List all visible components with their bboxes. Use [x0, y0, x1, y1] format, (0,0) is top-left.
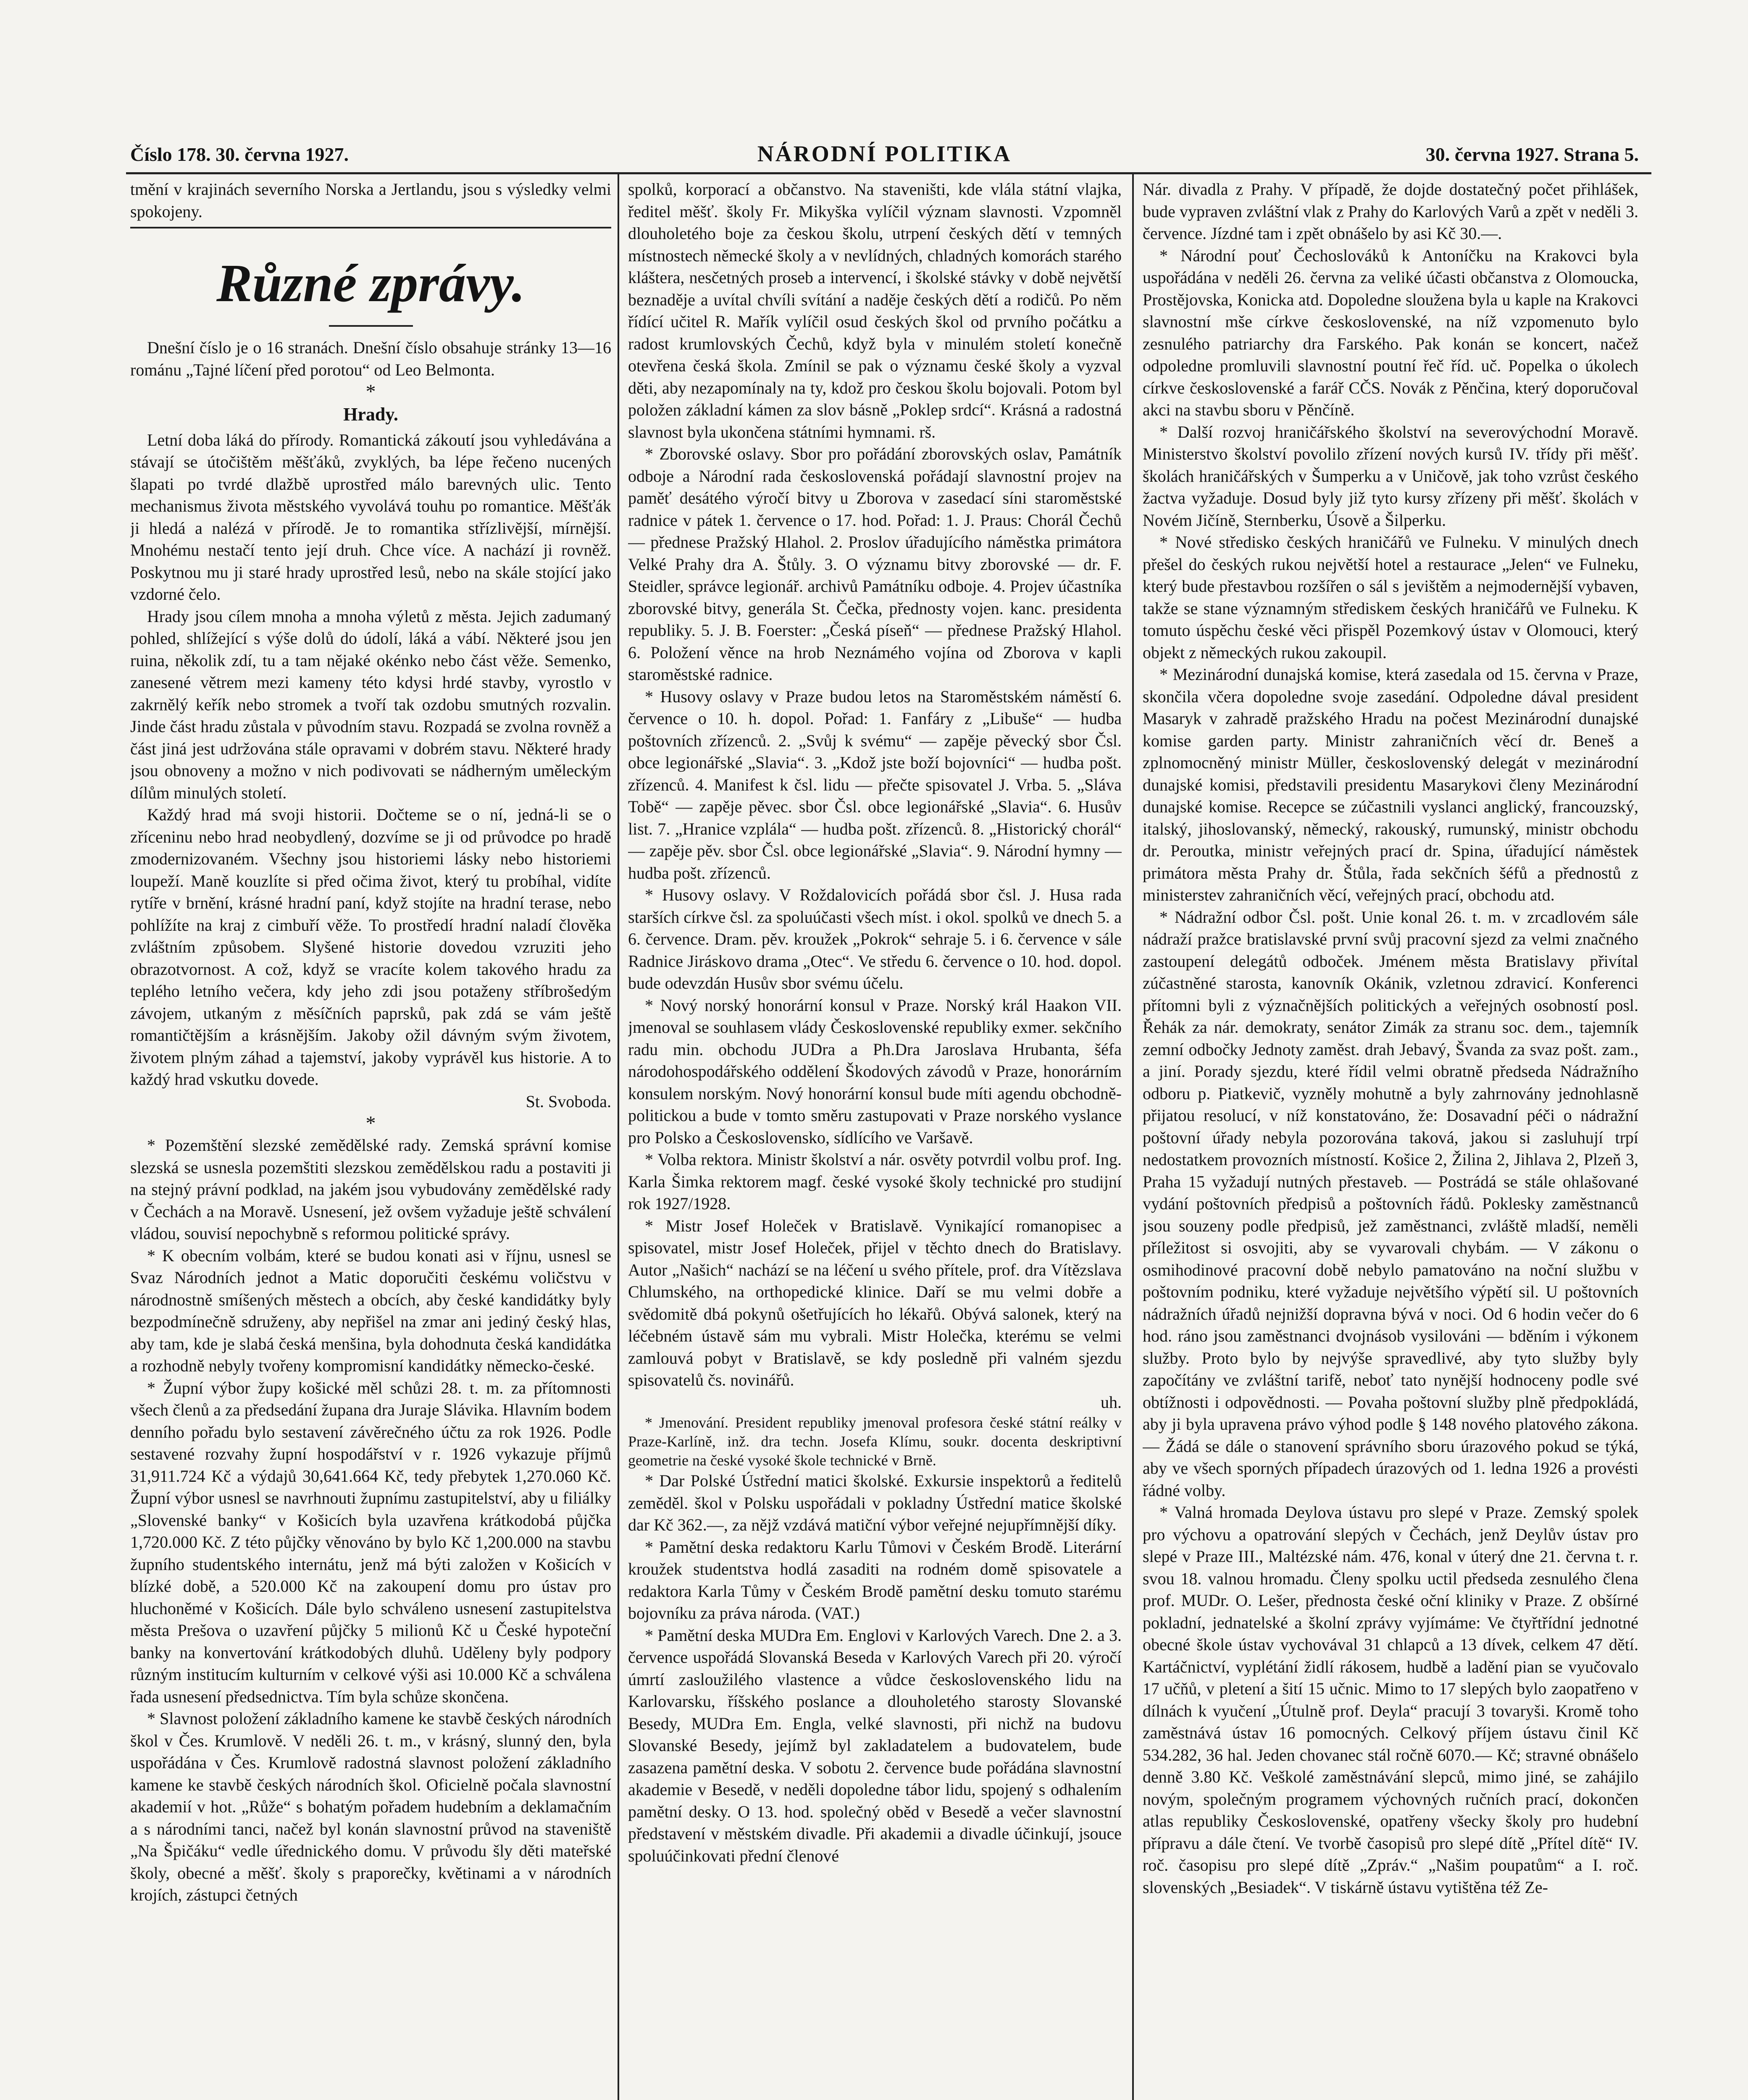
separator-star: *	[365, 381, 376, 403]
section-rule	[130, 227, 611, 228]
article-paragraph: * Mezinárodní dunajská komise, která zasedala od 15. června v Praze, skončila včera dopoledne svoje zasedání. Odpoledne dával president Masaryk v zahradě pražského Hradu na počest Mezinárodní dunajské komise garden party. Ministr zahraničních věcí dr. Beneš a zplnomocněný ministr Müller, československý delegát v mezinárodní dunajské komisi, představili presidentu Masarykovi členy Mezinárodní dunajské komise. Recepce se zúčastnili vyslanci anglický, francouzský, italský, jihoslovanský, německý, rakouský, rumunský, ministr obchodu dr. Peroutka, ministr veřejných prací dr. Spina, úřadující náměstek primátora města Prahy dr. Štůla, řada sekčních šéfů a přednostů z ministerstev zahraničních věcí, veřejných prací, obchodu atd.	[1143, 665, 1638, 904]
column-3	[1143, 178, 1638, 2100]
date-page: 30. června 1927. Strana 5.	[1425, 144, 1639, 165]
page-header	[130, 141, 1639, 170]
masthead-title: NÁRODNÍ POLITIKA	[757, 141, 1012, 166]
article-paragraph: * Jmenování. President republiky jmenoval profesora české státní reálky v Praze-Karlíně, inž. dra techn. Josefa Klímu, soukr. docenta deskriptivní geometrie na české vysoké škole technické v Brně.	[628, 1414, 1122, 1469]
article-paragraph: * Župní výbor župy košické měl schůzi 28. t. m. za přítomnosti všech členů a za předsedání župana dra Juraje Slávika. Hlavním bodem denního pořadu bylo sestavení závěrečného účtu za rok 1926. Podle sestavené rozvahy župní hospodářství v r. 1926 vykazuje příjmů 31,911.724 Kč a výdajů 30,641.664 Kč, tedy přebytek 1,270.060 Kč. Župní výbor usnesl se navrhnouti župnímu zastupitelství, aby u filiálky „Slovenské banky“ v Košicích byla uzavřena krátkodobá půjčka 1,720.000 Kč. Z této půjčky věnováno by bylo Kč 1,200.000 na stavbu župního studentského internátu, jenž má býti založen v Košicích v blízké době, a 520.000 Kč na zakoupení domu pro ústav pro hluchoněmé v Košicích. Dále bylo schváleno usnesení zastupitelstva města Prešova o uzavření půjčky 5 milionů Kč u České hypoteční banky na konvertování krátkodobých dluhů. Uděleny byly podpory různým institucím kulturním v celkové výši asi 10.000 Kč a schválena řada usnesení předsednictva. Tím byla schůze skončena.	[130, 1378, 611, 1706]
article-paragraph: * Nádražní odbor Čsl. pošt. Unie konal 26. t. m. v zrcadlovém sále nádraží pražce bratislavské první svůj pracovní sjezd za velmi značného zastoupení delegátů odboček. Jménem města Bratislavy přivítal zúčastněné starosta, kanovník Okánik, vzletnou zdravicí. Konferenci přítomni byli z význačnějších politických a veřejných osobností posl. Řehák za nár. demokraty, senátor Zimák za stranu soc. dem., tajemník zemní odbočky Jednoty zaměst. drah Jebavý, Švanda za svaz pošt. zam., a jiní. Porady sjezdu, které řídil velmi obratně předseda Nádražního odboru p. Piatkevič, vyzněly mohutně a byly zahrnovány jednohlasně přijatou resolucí, v níž konstatováno, že: Dosavadní péči o nádražní poštovní úřady nebyla pozorována taková, jakou si zasluhují trpí nedostatkem provozních místností. Košice 2, Žilina 2, Jihlava 2, Plzeň 3, Praha 15 vyžadují nutných přestaveb. — Postrádá se stále ohlašované vydání poštovních předpisů a poštovních řádů. Poklesky zaměstnanců jsou souzeny podle předpisů, jež zaměstnanci, zvláště mladší, neměli příležitost si osvojiti, aby se vyvarovali chybám. — V zákonu o osmihodinové pracovní době nebylo pamatováno na noční službu v poštovním podniku, které vyžaduje největšího výpětí sil. U poštovních nádražních úřadů nejnižší dopravna bývá v noci. Od 6 hodin večer do 6 hod. ráno jsou zaměstnanci dvojnásob vysilováni — bděním i výkonem služby. Proto bylo by nejvýše spravedlivé, aby tyto služby byly započítány ve zvláštní tarifě, neboť tato nynější hodnoceny podle své obtížnosti i odpovědnosti. — Povaha poštovní služby plně předpokládá, aby ji byla upravena právo výhod podle § 148 nového platového zákona. — Žádá se dále o stanovení správního sboru úrazového pokud se týká, aby ve všech sporných případech úrazových od 1. ledna 1926 a provésti řádné volby.	[1143, 907, 1638, 1500]
article-paragraph: * Slavnost položení základního kamene ke stavbě českých národních škol v Čes. Krumlově. V neděli 26. t. m., v krásný, slunný den, byla uspořádána v Čes. Krumlově radostná slavnost položení základního kamene ke stavbě českých národních škol. Oficielně počala slavnostní akademií v hot. „Růže“ s bohatým pořadem hudebním a deklamačním a s národními tanci, načež byl konán slavnostní průvod na staveniště „Na Špičáku“ vedle úřednického domu. V průvodu šly děti mateřské školy, obecné a měšť. školy s praporečky, květinami a v národních krojích, zástupci četných	[130, 1709, 611, 1904]
article-paragraph: Dnešní číslo je o 16 stranách. Dnešní číslo obsahuje stránky 13—16 románu „Tajné líčení před porotou“ od Leo Belmonta.	[130, 338, 611, 379]
article-paragraph: * Husovy oslavy v Praze budou letos na Staroměstském náměstí 6. července o 10. h. dopol. Pořad: 1. Fanfáry z „Libuše“ — hudba poštovních zřízenců. 2. „Svůj k svému“ — zapěje pěvecký sbor Čsl. obce legionářské „Slavia“. 3. „Kdož jste boží bojovníci“ — hudba pošt. zřízenců. 4. Manifest k čsl. lidu — přečte spisovatel J. Vrba. 5. „Sláva Tobě“ — zapěje pěvec. sbor Čsl. obce legionářské „Slavia“. 6. Husův list. 7. „Hranice vzplála“ — hudba pošt. zřízenců. 8. „Historický chorál“ — zapěje pěv. sbor Čsl. obce legionářské „Slavia“. 9. Národní hymny — hudba pošt. zřízenců.	[628, 687, 1122, 882]
column-2	[628, 178, 1122, 2100]
article-paragraph: * Pozemštění slezské zemědělské rady. Zemská správní komise slezská se usnesla pozemštiti slezskou zemědělskou radu a postaviti ji na stejný právní podklad, na jakém jsou vybudovány zemědělské rady v Čechách a na Moravě. Usnesení, jež ovšem vyžaduje ještě schválení vládou, souvisí nepochybně s reformou politické správy.	[130, 1136, 611, 1243]
article-paragraph: Každý hrad má svoji historii. Dočteme se o ní, jedná-li se o zříceninu nebo hrad neobydlený, dozvíme se ji od průvodce po hradě zmodernizovaném. Všechny jsou historiemi lásky nebo historiemi loupeží. Maně kouzlíte si před očima život, který tu probíhal, vidíte rytíře v brnění, krásné hradní paní, když stojíte na hradní terase, nebo pohlížíte na kraj z cimbuří věže. To prostředí hradní naladí člověka zvláštním způsobem. Slyšené historie dovedou vzruziti jeho obrazotvornost. A což, když se vracíte kolem takového hradu za teplého letního večera, kdy jeho zdi jsou potaženy stříbrošedým závojem, utkaným z měsíčních paprsků, pak zdá se vám ještě romantičtějším a krásnějším. Jakoby ožil dávným svým životem, životem plným záhad a tajemství, jakoby vyprávěl kus historie. A to každý hrad vskutku dovede.	[130, 805, 611, 1089]
issue-number: Číslo 178. 30. června 1927.	[130, 144, 349, 165]
article-paragraph: * Další rozvoj hraničářského školství na severovýchodní Moravě. Ministerstvo školství povolilo zřízení nových kursů IV. třídy při měšť. školách hraničářských v Šumperku a v Uničově, jak toho vzrůst českého žactva vyžaduje. Dosud byly již tyto kursy zřízeny při měšť. školách v Novém Jičíně, Sternberku, Úsově a Šilperku.	[1143, 422, 1638, 530]
article-paragraph: * Pamětní deska redaktoru Karlu Tůmovi v Českém Brodě. Literární kroužek studentstva hodlá zasaditi na rodném domě spisovatele a redaktora Karla Tůmy v Českém Brodě pamětní desku tomuto starému bojovníku za práva národa. (VAT.)	[628, 1537, 1122, 1622]
article-paragraph: * Pamětní deska MUDra Em. Englovi v Karlových Varech. Dne 2. a 3. července uspořádá Slovanská Beseda v Karlových Varech při 20. výročí úmrtí zasloužilého vlastence a vůdce československého lidu na Karlovarsku, říšského poslance a dlouholetého starosty Slovanské Besedy, MUDra Em. Engla, velké slavnosti, při nichž na budovu Slovanské Besedy, jejímž byl zakladatelem a budovatelem, bude zasazena pamětní deska. V sobotu 2. července bude pořádána slavnostní akademie v Besedě, v neděli dopoledne tábor lidu, spojený s odhalením pamětní desky. O 13. hod. společný oběd v Besedě a večer slavnostní představení v městském divadle. Při akademii a divadle účinkují, jsouce spoluúčinkovati přední členové	[628, 1625, 1122, 1865]
column-divider-1	[618, 174, 619, 2100]
article-paragraph: Letní doba láká do přírody. Romantická zákoutí jsou vyhledávána a stávají se útočištěm měšťáků, zvyklých, ba lépe řečeno nucených šlapati po tvrdé dlažbě uprostřed málo barevných ulic. Tento mechanismus života městského vyvolává touhu po romantice. Měšťák ji hledá a nalézá v přírodě. Je to romantika střízlivější, mírnější. Mnohému nestačí tento její druh. Chce více. A nachází ji rovněž. Poskytnou mu ji staré hrady uprostřed lesů, nebo na skále stojící jako vzdorné čelo.	[130, 430, 611, 604]
article-paragraph: spolků, korporací a občanstvo. Na staveništi, kde vlála státní vlajka, ředitel měšť. školy Fr. Mikyška vylíčil význam slavnosti. Vzpomněl dlouholetého boje za českou školu, utrpení českých dětí v temných místnostech německé školy a v nevlídných, chladných komorách starého kláštera, nesčetných proseb a intervencí, i školské stávky v době největší beznaděje a uvítal chvíli svítání a naděje českých dětí a rodičů. Po něm řídící učitel R. Mařík vylíčil osud českých škol od prvního počátku a radost krumlovských Čechů, když byla v minulém století konečně otevřena česká škola. Zmínil se pak o významu české školy a vyzval děti, aby nezapomínaly na ty, kdož pro českou školu bojovali. Potom byl položen základní kámen za slov básně „Poklep srdcí“. Krásná a radostná slavnost byla ukončena státními hymnami. rš.	[628, 180, 1122, 441]
title-rule	[329, 325, 413, 327]
article-paragraph: * Nový norský honorární konsul v Praze. Norský král Haakon VII. jmenoval se souhlasem vlády Československé republiky exmer. sekčního radu min. obchodu JUDra a Ph.Dra Jaroslava Hrubanta, šéfa národohospodářského oddělení Škodových závodů v Praze, honorárním konsulem norským. Nový honorární konsul bude míti agendu obchodně-politickou a bude v tomto směru zastupovati v Praze norského vyslance pro Polsko a Československo, sídlícího ve Varšavě.	[628, 995, 1122, 1147]
header-rule	[126, 172, 1651, 174]
section-title: Různé zprávy.	[216, 253, 525, 313]
article-paragraph: * Valná hromada Deylova ústavu pro slepé v Praze. Zemský spolek pro výchovu a opatrování slepých v Čechách, jenž Deylův ústav pro slepé v Praze III., Maltézské nám. 476, konal v úterý dne 21. června t. r. svou 18. valnou hromadu. Členy spolku uctil předseda zesnulého člena prof. MUDr. O. Lešer, přednosta české oční kliniky v Praze. Z obšírné pokladní, jednatelské a školní zprávy vyjímáme: Ve čtyřtřídní jednotné obecné škole ústav vychovával 31 chlapců a 13 dívek, celkem 47 dětí. Kartáčnictví, vyplétání židlí rákosem, hudbě a ladění pian se vyučovalo 17 učňů, v pletení a šití 15 učnic. Mimo to 17 slepých bylo zaopatřeno v dílnách k vyučení „Útulně prof. Deyla“ pracují 3 tovaryši. Kromě toho zaměstnává ústav 16 pomocných. Celkový příjem ústavu činil Kč 534.282, 36 hal. Jeden chovanec stál ročně 6070.— Kč; stravné obnášelo denně 3.80 Kč. Veškolé zaměstnávání slepců, mimo jiné, se zahájilo novým, společným programem výchovných ručních prací, dokončen atlas republiky Československé, opatřeny všecky školy pro hudební přípravu a dále čtení. Ve tvorbě časopisů pro slepé dítě „Přítel dítě“ IV. roč. časopisu pro slepé dítě „Zpráv.“ „Našim poupatům“ a I. roč. slovenských „Besiadek“. V tiskárně ústavu vytištěna též Ze-	[1143, 1503, 1638, 1897]
article-paragraph: * Národní pouť Čechoslováků k Antoníčku na Krakovci byla uspořádána v neděli 26. června za veliké účasti občanstva z Olomoucka, Prostějovska, Konicka atd. Dopoledne sloužena byla u kaple na Krakovci slavnostní mše církve československé, na níž vzpomenuto bylo zesnulého patriarchy dra Farského. Pak konán se koncert, načež odpoledne promluvili slavnostní poutní řeč říd. uč. Popelka o úkolech církve československé a farář CČS. Novák z Pěnčina, který doporučoval akci na stavbu sboru v Pěnčíně.	[1143, 246, 1638, 419]
article-paragraph: Hrady jsou cílem mnoha a mnoha výletů z města. Jejich zadumaný pohled, shlížející s výše dolů do údolí, láká a vábí. Některé jsou jen ruina, několik zdí, tu a tam nějaké okénko nebo část věže. Semenko, zanesené větrem mezi kameny této kdysi hrdé stavby, vyrostlo v zakrnělý keřík nebo stromek a tvoří tak ozdobu smutných rozvalin. Jinde část hradu zůstala v původním stavu. Rozpadá se zvolna rovněž a část jiná jest udržována stále opravami v dobrém stavu. Některé hrady jsou obnoveny a možno v nich podivovati se nádherným uměleckým dílům minulých století.	[130, 606, 611, 802]
article-title: Hrady.	[343, 404, 398, 425]
separator-star: *	[365, 1112, 376, 1134]
article-paragraph: * Mistr Josef Holeček v Bratislavě. Vynikající romanopisec a spisovatel, mistr Josef Holeček, přijel v těchto dnech do Bratislavy. Autor „Našich“ nachází se na léčení u svého přítele, prof. dra Vítězslava Chlumského, na orthopedické klinice. Daří se mu velmi dobře a svědomitě dbá pokynů ošetřujících ho lékařů. Obývá salonek, který na léčebném ústavě sám mu vybrali. Mistr Holečka, kterému se velmi zamlouvá pobyt v Bratislavě, se kdy posledně při valném sjezdu spisovatelů čs. novinářů.	[628, 1216, 1122, 1389]
article-paragraph: * Volba rektora. Ministr školství a nár. osvěty potvrdil volbu prof. Ing. Karla Šimka rektorem magf. české vysoké školy technické pro studijní rok 1927/1928.	[628, 1150, 1122, 1213]
article-paragraph: * Zborovské oslavy. Sbor pro pořádání zborovských oslav, Památník odboje a Národní rada československá pořádají slavnostní projev na paměť desátého výročí bitvy u Zborova v zasedací síni staroměstské radnice v pátek 1. července o 17. hod. Pořad: 1. J. Praus: Chorál Čechů — přednese Pražský Hlahol. 2. Proslov úřadujícího náměstka primátora Velké Prahy dra A. Štůly. 3. O významu bitvy zborovské — dr. F. Steidler, správce legionář. archivů Památníku odboje. 4. Projev účastníka zborovské bitvy, generála St. Čečka, přednosty vojen. kanc. presidenta republiky. 5. J. B. Foerster: „Česká píseň“ — přednese Pražský Hlahol. 6. Položení věnce na hrob Neznámého vojína od Zborova v kapli staroměstské radnice.	[628, 444, 1122, 684]
article-paragraph: tmění v krajinách severního Norska a Jertlandu, jsou s výsledky velmi spokojeny.	[130, 180, 611, 221]
article-paragraph: * Husovy oslavy. V Roždalovicích pořádá sbor čsl. J. Husa rada starších církve čsl. za spoluúčasti všech míst. i okol. spolků ve dnech 5. a 6. července. Dram. pěv. kroužek „Pokrok“ sehraje 5. i 6. července v sále Radnice Jiráskovo drama „Otec“. Ve středu 6. července o 10. hod. dopol. bude odevzdán Husův sbor svému účelu.	[628, 885, 1122, 992]
article-paragraph: * K obecním volbám, které se budou konati asi v říjnu, usnesl se Svaz Národních jednot a Matic doporučiti českému voličstvu v národnostně smíšených městech a obcích, aby české kandidátky byly bezpodmínečně sdruženy, aby nepřišel na zmar ani jediný český hlas, aby tam, kde je slabá česká menšina, byla dohodnuta česká kandidátka a rozhodně nebyly tvořeny kompromisní kandidátky německo-české.	[130, 1246, 611, 1375]
column-1	[130, 178, 611, 2100]
article-paragraph: * Nové středisko českých hraničářů ve Fulneku. V minulých dnech přešel do českých rukou největší hotel a restaurace „Jelen“ ve Fulneku, který bude přestavbou rozšířen o sál s jevištěm a nejmodernější vybaven, takže se stane významným střediskem českých hraničářů ve Fulneku. K tomuto úspěchu české věci přispěl Pozemkový ústav v Olomouci, který objekt z německých rukou zakoupil.	[1143, 533, 1638, 662]
column-divider-2	[1132, 174, 1134, 2100]
article-signature: uh.	[1101, 1392, 1122, 1412]
article-paragraph: * Dar Polské Ústřední matici školské. Exkursie inspektorů a ředitelů zeměděl. škol v Polsku uspořádali v pokladny Ústřední matice školské dar Kč 362.—, za nějž vzdává matiční výbor veřejné nejupřímnější díky.	[628, 1471, 1122, 1534]
article-paragraph: Nár. divadla z Prahy. V případě, že dojde dostatečný počet přihlášek, bude vypraven zvláštní vlak z Prahy do Karlových Varů a zpět v neděli 3. července. Jízdné tam i zpět obnášelo by asi Kč 30.—.	[1143, 180, 1638, 243]
article-signature: St. Svoboda.	[526, 1092, 611, 1111]
